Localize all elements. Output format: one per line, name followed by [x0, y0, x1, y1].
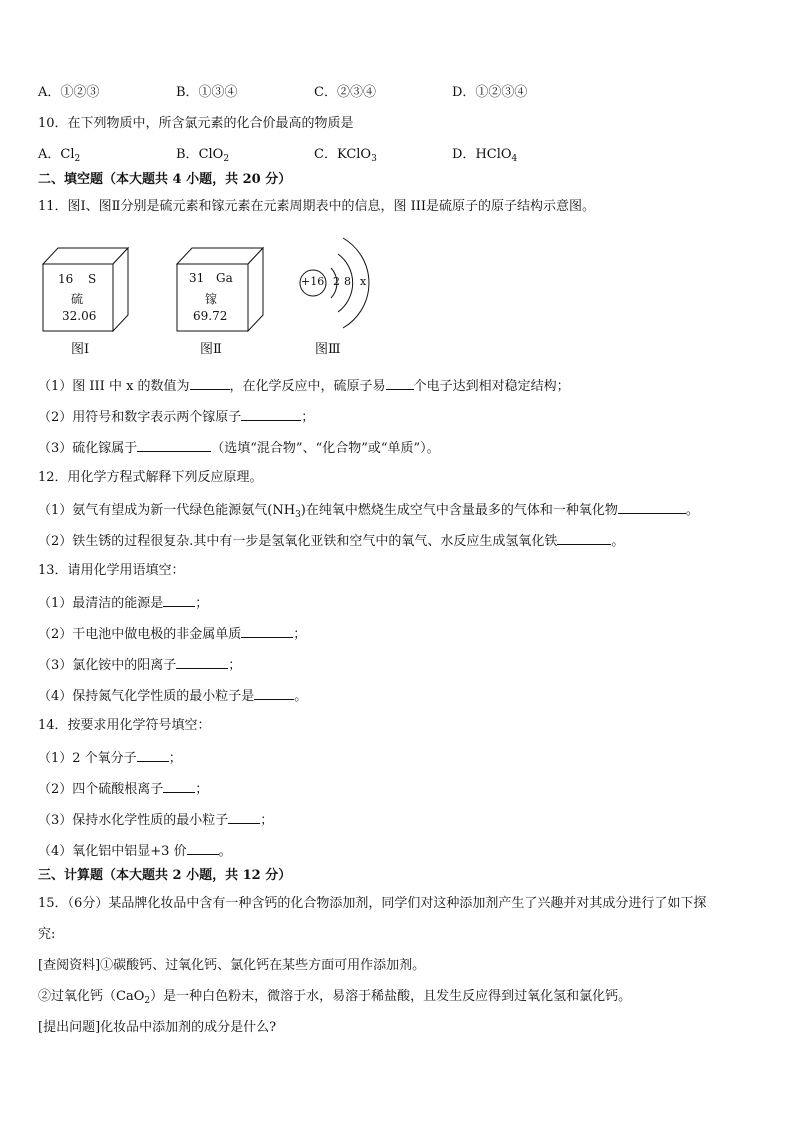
q11-stem: 11．图Ⅰ、图Ⅱ分别是硫元素和镓元素在元素周期表中的信息，图 III是硫原子的原子结构示意图。 [38, 199, 596, 214]
sulfur-symbol: S [88, 272, 97, 286]
q10-option-d: D．HClO$_4$ [452, 147, 518, 164]
gallium-name: 镓 [205, 292, 218, 306]
shell-2-electrons: 8 [344, 275, 351, 288]
answer-blank[interactable] [254, 686, 294, 700]
answer-blank[interactable] [386, 376, 414, 390]
q15-line-4: ②过氧化钙（CaO$_2$）是一种白色粉末，微溶于水，易溶于稀盐酸，且发生反应得到过氧化氢和氯化钙。 [38, 989, 632, 1006]
q15-line-2: 究: [38, 927, 56, 942]
gallium-symbol: Ga [216, 271, 233, 285]
q11-sub1: （1）图 III 中 x 的数值为 ，在化学反应中，硫原子易 个电子达到相对稳定结构； [38, 376, 570, 396]
answer-blank[interactable] [557, 531, 611, 545]
answer-blank[interactable] [241, 407, 301, 421]
nucleus-charge: +16 [301, 275, 325, 288]
section2-title: 二、填空题（本大题共 4 小题，共 20 分） [38, 172, 292, 187]
answer-blank[interactable] [618, 500, 686, 514]
q15-line-1: 15．（6分）某品牌化妆品中含有一种含钙的化合物添加剂，同学们对这种添加剂产生了兴趣并对其成分进行了如下探 [38, 896, 707, 911]
figure-2-caption: 图Ⅱ [200, 342, 222, 357]
q15-line-5: [提出问题]化妆品中添加剂的成分是什么? [38, 1020, 277, 1035]
q10-option-b: B．ClO$_2$ [176, 147, 230, 164]
q14-item-2: （2）四个硫酸根离子 ； [38, 779, 208, 799]
shell-3-electrons: x [360, 275, 367, 288]
q14-stem: 14．按要求用化学符号填空： [38, 718, 211, 733]
q12-stem: 12．用化学方程式解释下列反应原理。 [38, 470, 263, 485]
q10-option-a: A．$Cl_2$ [38, 147, 81, 164]
q9-option-a: A．①②③ [38, 85, 100, 100]
figure-3-caption: 图Ⅲ [315, 342, 341, 357]
q14-item-3: （3）保持水化学性质的最小粒子 ； [38, 810, 273, 830]
figure-1-caption: 图Ⅰ [71, 342, 90, 357]
answer-blank[interactable] [137, 438, 211, 452]
answer-blank[interactable] [137, 748, 169, 762]
answer-blank[interactable] [190, 376, 230, 390]
q14-item-1: （1）2 个氧分子 ； [38, 748, 182, 768]
q9-option-b: B．①③④ [176, 85, 238, 100]
sulfur-atomic-number: 16 [58, 272, 74, 286]
q11-sub3: （3）硫化镓属于 （选填“混合物”、“化合物”或“单质”）。 [38, 438, 440, 458]
q15-line-3: [查阅资料]①碳酸钙、过氧化钙、氯化钙在某些方面可用作添加剂。 [38, 958, 426, 973]
answer-blank[interactable] [163, 779, 195, 793]
q13-item-1: （1）最清洁的能源是 ； [38, 593, 208, 613]
q9-option-c: C．②③④ [314, 85, 376, 100]
section3-title: 三、计算题（本大题共 2 小题，共 12 分） [38, 868, 292, 883]
sulfur-name: 硫 [71, 292, 84, 306]
answer-blank[interactable] [241, 624, 293, 638]
answer-blank[interactable] [187, 841, 219, 855]
q13-item-3: （3）氯化铵中的阳离子 ； [38, 655, 241, 675]
answer-blank[interactable] [163, 593, 195, 607]
q14-item-4: （4）氧化铝中铝显+3 价 。 [38, 841, 232, 861]
gallium-atomic-number: 31 [189, 271, 205, 285]
q13-item-4: （4）保持氮气化学性质的最小粒子是 。 [38, 686, 307, 706]
q10-option-c: C．KClO$_3$ [314, 147, 377, 164]
gallium-mass: 69.72 [193, 309, 228, 323]
q10-stem: 10．在下列物质中，所含氯元素的化合价最高的物质是 [38, 116, 354, 131]
answer-blank[interactable] [176, 655, 228, 669]
q12-sub1: （1）氨气有望成为新一代绿色能源氨气$(NH_3)$在纯氧中燃烧生成空气中含量最多的气体和一种氧化物 。 [38, 500, 699, 520]
answer-blank[interactable] [228, 810, 260, 824]
sulfur-mass: 32.06 [62, 309, 97, 323]
q13-stem: 13．请用化学用语填空： [38, 563, 185, 578]
q9-option-d: D．①②③④ [452, 85, 528, 100]
q13-item-2: （2）干电池中做电极的非金属单质 ； [38, 624, 306, 644]
q11-sub2: （2）用符号和数字表示两个镓原子 ； [38, 407, 314, 427]
shell-1-electrons: 2 [333, 275, 340, 288]
q12-sub2: （2）铁生锈的过程很复杂.其中有一步是氢氧化亚铁和空气中的氧气、水反应生成氢氧化铁 。 [38, 531, 624, 551]
